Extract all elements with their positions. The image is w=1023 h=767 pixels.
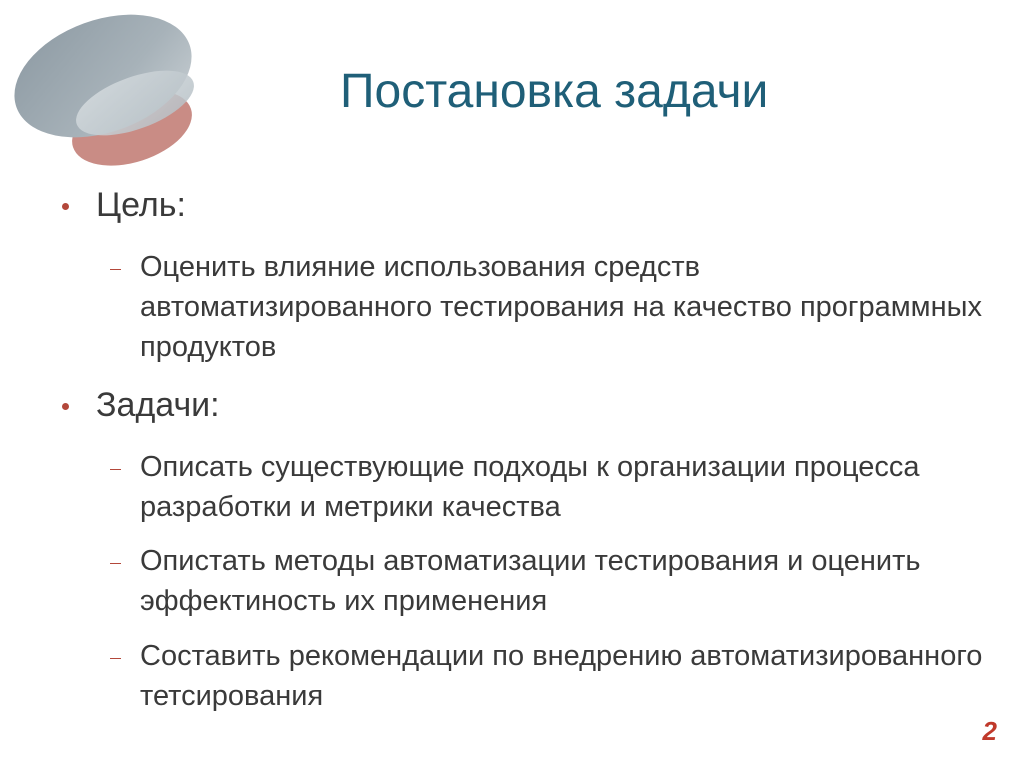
dash-icon	[110, 469, 121, 470]
dash-icon	[110, 269, 121, 270]
list-item-text: Опистать методы автоматизации тестирования и оценить эффектиность их применения	[140, 545, 921, 617]
bullet-icon	[62, 203, 69, 210]
list-item-text: Оценить влияние использования средств автоматизированного тестирования на качество программных продуктов	[140, 251, 982, 363]
dash-icon	[110, 658, 121, 659]
section-goal	[62, 186, 186, 225]
bullet-icon	[62, 403, 69, 410]
section-label: Задачи:	[96, 386, 220, 424]
section-tasks	[62, 386, 220, 425]
section-label: Цель:	[96, 186, 186, 224]
list-item	[110, 247, 990, 367]
decorative-ovals	[0, 0, 220, 180]
page-number: 2	[982, 716, 997, 746]
list-item	[110, 447, 990, 527]
list-item	[110, 636, 990, 716]
list-item	[110, 541, 990, 621]
slide-title: Постановка задачи	[340, 65, 769, 118]
dash-icon	[110, 563, 121, 564]
list-item-text: Составить рекомендации по внедрению автоматизированного тетсирования	[140, 640, 983, 712]
list-item-text: Описать существующие подходы к организации процесса разработки и метрики качества	[140, 451, 920, 523]
